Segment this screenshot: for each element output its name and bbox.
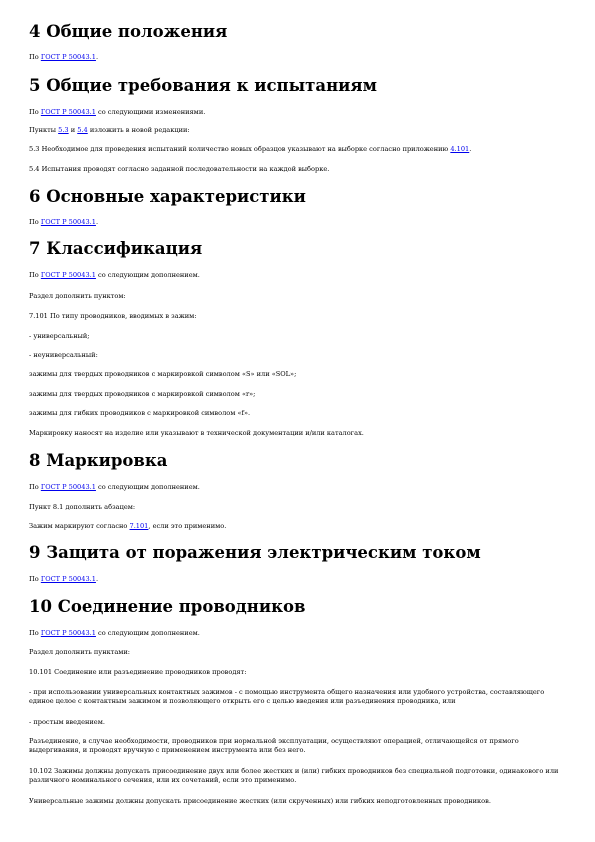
section-8-para-2: Пункт 8.1 дополнить абзацем: — [29, 503, 136, 511]
section-9-heading: 9 Защита от поражения электрическим током — [29, 543, 481, 562]
section-5-para-3: 5.3 Необходимое для проведения испытаний количество новых образцов указывают на выборке согласно приложению 4.101. — [29, 145, 472, 153]
clause-5-3-link[interactable]: 5.3 — [58, 126, 69, 134]
section-6-heading: 6 Основные характеристики — [29, 187, 306, 206]
section-6-para-1: По ГОСТ Р 50043.1. — [29, 218, 99, 226]
section-7-para-1: По ГОСТ Р 50043.1 со следующим дополнением. — [29, 271, 200, 279]
gost-link[interactable]: ГОСТ Р 50043.1 — [40, 483, 96, 491]
section-7-para-4: - универсальный; — [29, 332, 90, 340]
section-9-para-1: По ГОСТ Р 50043.1. — [29, 575, 99, 583]
section-10-para-8: Универсальные зажимы должны допускать присоединение жестких (или скрученных) или гибких неподготовленных проводников. — [29, 797, 491, 805]
section-10-para-5: - простым введением. — [29, 718, 105, 726]
gost-link[interactable]: ГОСТ Р 50043.1 — [40, 53, 96, 61]
section-10-para-1: По ГОСТ Р 50043.1 со следующим дополнением. — [29, 629, 200, 637]
section-10-para-7: 10.102 Зажимы должны допускать присоединение двух или более жестких и (или) гибких проводников без специальной подготовки, одинакового или различного номинального сечения, или их сочетаний, если это применимо. — [29, 767, 559, 785]
clause-5-4-link[interactable]: 5.4 — [77, 126, 88, 134]
section-10-para-2: Раздел дополнить пунктами: — [29, 648, 131, 656]
section-4-heading: 4 Общие положения — [29, 22, 228, 41]
section-7-para-6: зажимы для твердых проводников с маркировкой символом «S» или «SOL»; — [29, 370, 297, 378]
gost-link[interactable]: ГОСТ Р 50043.1 — [40, 629, 96, 637]
annex-4-101-link[interactable]: 4.101 — [450, 145, 470, 153]
gost-link[interactable]: ГОСТ Р 50043.1 — [40, 108, 96, 116]
section-5-para-2: Пункты 5.3 и 5.4 изложить в новой редакции: — [29, 126, 190, 134]
gost-link[interactable]: ГОСТ Р 50043.1 — [40, 271, 96, 279]
section-10-para-6: Разъединение, в случае необходимости, проводников при нормальной эксплуатации, осуществляют операцией, отличающейся от прямого выдергивания, и проводят вручную с применением инструмента или без него. — [29, 737, 519, 755]
gost-link[interactable]: ГОСТ Р 50043.1 — [40, 575, 96, 583]
section-5-heading: 5 Общие требования к испытаниям — [29, 76, 377, 95]
section-7-para-7: зажимы для твердых проводников с маркировкой символом «r»; — [29, 390, 256, 398]
section-8-heading: 8 Маркировка — [29, 451, 168, 470]
section-7-para-3: 7.101 По типу проводников, вводимых в зажим: — [29, 312, 197, 320]
gost-link[interactable]: ГОСТ Р 50043.1 — [40, 218, 96, 226]
section-8-para-1: По ГОСТ Р 50043.1 со следующим дополнением. — [29, 483, 200, 491]
section-5-para-4: 5.4 Испытания проводят согласно заданной последовательности на каждой выборке. — [29, 165, 330, 173]
section-5-para-1: По ГОСТ Р 50043.1 со следующими изменениями. — [29, 108, 206, 116]
section-7-heading: 7 Классификация — [29, 239, 203, 258]
section-10-heading: 10 Соединение проводников — [29, 597, 306, 616]
section-7-para-5: - неуниверсальный: — [29, 351, 98, 359]
section-10-para-4: - при использовании универсальных контактных зажимов - с помощью инструмента общего назначения или удобного устройства, составляющего единое целое с контактным зажимом и позволяющего открыть его с целью введения или разъединения проводника, или — [29, 688, 545, 706]
section-4-para-1: По ГОСТ Р 50043.1. — [29, 53, 99, 61]
section-7-para-8: зажимы для гибких проводников с маркировкой символом «f». — [29, 409, 251, 417]
clause-7-101-link[interactable]: 7.101 — [129, 522, 149, 530]
section-7-para-2: Раздел дополнить пунктом: — [29, 292, 126, 300]
section-8-para-3: Зажим маркируют согласно 7.101, если это применимо. — [29, 522, 227, 530]
section-7-para-9: Маркировку наносят на изделие или указывают в технической документации и/или каталогах. — [29, 429, 364, 437]
section-10-para-3: 10.101 Соединение или разъединение проводников проводят: — [29, 668, 247, 676]
